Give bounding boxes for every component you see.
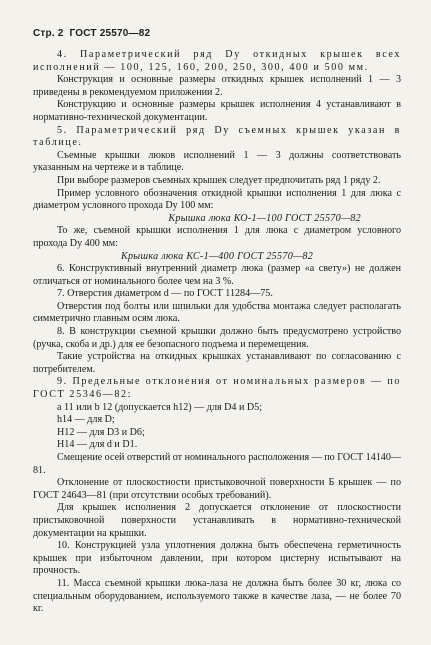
paragraph: Конструкцию и основные размеры крышек исполнения 4 устанавливают в нормативно-технической документации. (33, 99, 401, 123)
paragraph: Смещение осей отверстий от номинального расположения — по ГОСТ 14140—81. (33, 452, 401, 476)
tolerance-item: h14 — для D; (57, 414, 115, 426)
paragraph: При выборе размеров съемных крышек следует предпочитать ряд 1 ряду 2. (57, 174, 381, 186)
paragraph: Конструкция и основные размеры откидных крышек исполнений 1 — 3 приведены в рекомендуемом приложении 2. (33, 74, 401, 98)
paragraph: Для крышек исполнения 2 допускается отклонение от плоскостности пристыковочной поверхности устанавливать в нормативно-технической документации на крышки. (33, 502, 401, 539)
designation-example: Крышка люка КО-1—100 ГОСТ 25570—82 (168, 212, 361, 224)
paragraph: 6. Конструктивный внутренний диаметр люка (размер «а свету») не должен отличаться от номинального более чем на 3 %. (33, 263, 401, 287)
paragraph: То же, съемной крышки исполнения 1 для люка с диаметром условного прохода Dу 400 мм: (33, 225, 401, 249)
paragraph: 5. Параметрический ряд Dу съемных крышек указан в таблице. (33, 124, 401, 149)
paragraph: Съемные крышки люков исполнений 1 — 3 должны соответствовать указанным на чертеже и в таблице. (33, 149, 401, 174)
tolerance-item: H14 — для d и D1. (57, 439, 138, 451)
page-label: Стр. 2 (33, 28, 64, 39)
page-header (33, 28, 401, 39)
paragraph: 11. Масса съемной крышки люка-лаза не должна быть более 30 кг, люка со специальным оборудованием, используемого также в качестве лаза, — не более 70 кг. (33, 577, 401, 615)
paragraph: Пример условного обозначения откидной крышки исполнения 1 для люка с диаметром условного прохода Dу 100 мм: (33, 187, 401, 212)
paragraph: Отверстия под болты или шпильки для удобства монтажа следует располагать симметрично главным осям люка. (33, 300, 401, 325)
tolerance-item: H12 — для D3 и D6; (57, 426, 145, 438)
paragraph: 9. Предельные отклонения от номинальных размеров — по ГОСТ 25346—82: (33, 376, 401, 401)
designation-example: Крышка люка КС-1—400 ГОСТ 25570—82 (120, 250, 314, 262)
standard-number: ГОСТ 25570—82 (69, 28, 151, 39)
paragraph: 10. Конструкцией узла уплотнения должна быть обеспечена герметичность крышек при избыточном давлении, при котором цистерну испытывают на прочность. (33, 540, 401, 577)
paragraph: 8. В конструкции съемной крышки должно быть предусмотрено устройство (ручка, скоба и др.) для ее безопасного подъема и перемещения. (33, 326, 401, 350)
paragraph: Отклонение от плоскостности пристыковочной поверхности Б крышек — по ГОСТ 24643—81 (при отсутствии особых требований). (33, 477, 401, 501)
tolerance-item: а 11 или b 12 (допускается h12) — для D4 и D5; (57, 401, 263, 413)
paragraph: 4. Параметрический ряд Dу откидных крышек всех исполнений — 100, 125, 160, 200, 250, 300, 400 и 500 мм. (33, 49, 401, 73)
paragraph: Такие устройства на откидных крышках устанавливают по согласованию с потребителем. (33, 351, 401, 375)
paragraph: 7. Отверстия диаметром d — по ГОСТ 11284—75. (57, 288, 273, 300)
